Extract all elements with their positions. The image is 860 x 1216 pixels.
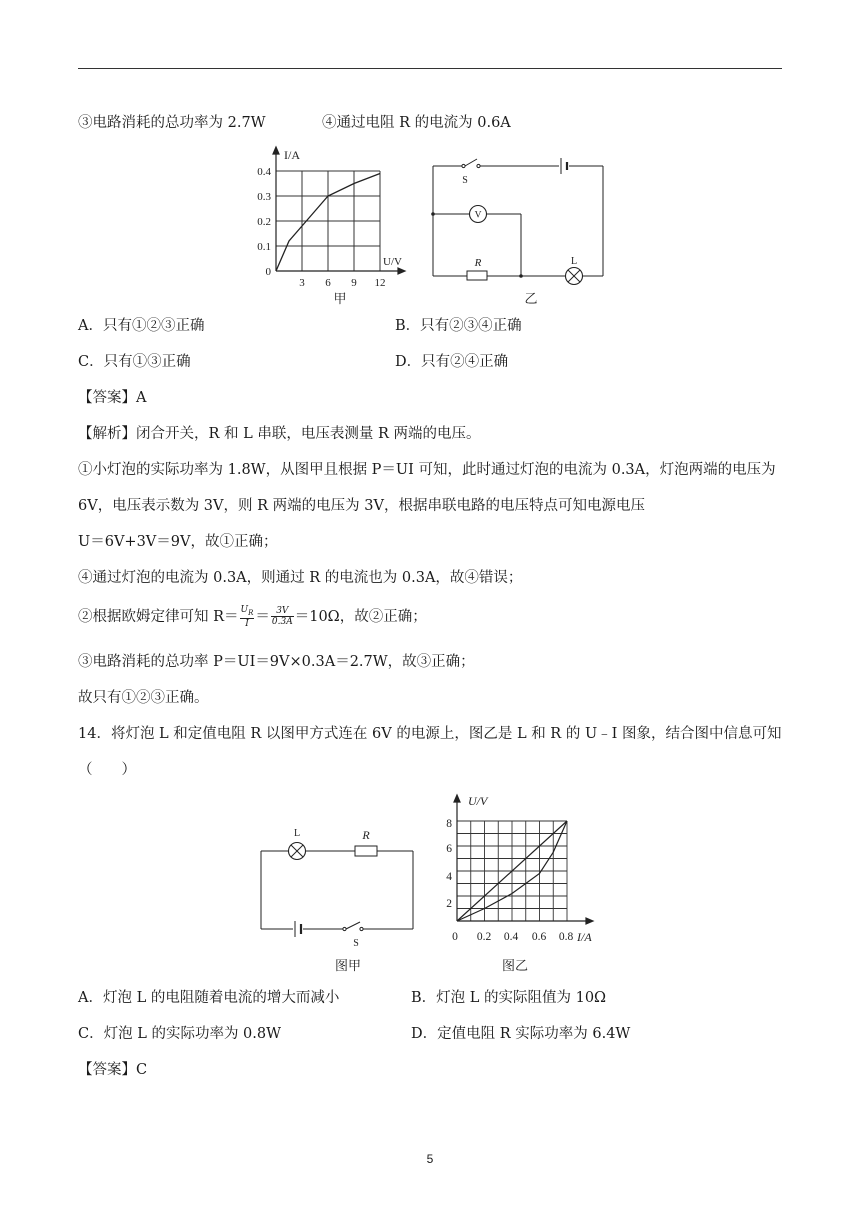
y-tick-label: 8 [446,818,452,830]
q13-option-b: B．只有②③④正确 [395,318,522,334]
lamp-label: L [570,256,578,267]
voltmeter [470,206,487,223]
q13-option-c: C．只有①③正确 [78,354,191,370]
formula-prefix: ②根据欧姆定律可知 R＝ [78,608,239,625]
y-tick-label: 0.4 [257,166,271,178]
junction-dot [519,274,523,278]
x-tick-label: 12 [374,277,386,289]
y-tick-label: 0.3 [257,191,271,203]
q14-option-d: D．定值电阻 R 实际功率为 6.4W [411,1026,631,1042]
q13-explanation-line: 故只有①②③正确。 [78,690,209,706]
battery [295,921,301,937]
fraction-ur-over-i [240,605,255,629]
resistor-r [467,257,487,280]
y-axis-label: U/V [468,794,488,808]
x-tick-label: 0.2 [476,931,492,943]
q14-answer: 【答案】C [78,1062,148,1078]
lamp-l [566,256,583,285]
y-tick-label: 0.1 [257,241,271,253]
q13-option-d: D．只有②④正确 [395,354,509,370]
origin-label: 0 [265,266,271,278]
equals-sign: ＝ [255,608,270,625]
graph-grid [276,171,380,271]
resistor-label: R [362,828,370,842]
q13-explanation-line: ④通过灯泡的电流为 0.3A，则通过 R 的电流也为 0.3A，故④错误； [78,570,523,586]
q14-option-c: C．灯泡 L 的实际功率为 0.8W [78,1026,282,1042]
q13-explanation-line: U＝6V+3V＝9V，故①正确； [78,534,278,550]
lamp-label: L [293,828,301,839]
y-axis-label: I/A [284,148,300,162]
ui-graph-tu-yi [440,790,610,980]
q13-explanation-line: 【解析】闭合开关，R 和 L 串联，电压表测量 R 两端的电压。 [78,426,481,442]
q13-explanation-formula [78,605,427,629]
circuit-yi [425,145,610,310]
y-tick-label: 6 [446,843,452,855]
resistor-label: R [474,257,482,269]
fraction-numerator: $U_R$ [240,605,254,617]
y-tick-label: 4 [446,871,452,883]
q14-stem: 14．将灯泡 L 和定值电阻 R 以图甲方式连在 6V 的电源上，图乙是 L 和 R 的 U﹣I 图象，结合图中信息可知 [78,726,782,742]
figure-caption: 甲 [333,291,347,306]
y-tick-label: 0.2 [257,216,271,228]
voltmeter-label: V [474,210,482,221]
x-tick-label: 0.4 [503,931,519,943]
resistor-r [355,828,377,856]
y-tick-label: 2 [446,898,452,910]
switch-label: S [353,938,359,949]
circuit-tu-jia [250,820,425,980]
q13-explanation-line: ①小灯泡的实际功率为 1.8W，从图甲且根据 P＝UI 可知，此时通过灯泡的电流为 0.3A，灯泡两端的电压为 [78,462,776,478]
origin-label: 0 [452,931,458,943]
q14-option-b: B．灯泡 L 的实际阻值为 10Ω [411,990,607,1006]
q13-explanation-line: 6V，电压表示数为 3V，则 R 两端的电压为 3V，根据串联电路的电压特点可知电源电压 [78,498,645,514]
formula-suffix: ＝10Ω，故②正确； [294,608,427,625]
x-tick-label: 3 [299,277,305,289]
battery [561,158,567,174]
x-tick-label: 0.6 [531,931,547,943]
x-axis-label: U/V [383,256,402,268]
fraction-denominator: 0.3A [271,617,293,628]
x-tick-label: 6 [325,277,331,289]
junction-dot [431,212,435,216]
header-rule [78,68,782,69]
iu-graph-jia [250,140,420,312]
figure-caption: 乙 [524,291,538,306]
lamp-l [289,828,306,860]
q14-option-a: A．灯泡 L 的电阻随着电流的增大而减小 [78,990,340,1006]
q13-option-a: A．只有①②③正确 [78,318,205,334]
graph-axes [273,147,405,274]
q14-stem-blank: （ ） [78,762,136,778]
x-tick-label: 0.8 [558,931,574,943]
switch-s [343,927,363,949]
x-axis-label: I/A [577,930,592,944]
q13-explanation-line: ③电路消耗的总功率 P＝UI＝9V×0.3A＝2.7W，故③正确； [78,654,475,670]
q13-answer: 【答案】A [78,390,147,406]
fraction-denominator: I [245,618,249,629]
switch-s [462,164,480,186]
figure-caption: 图甲 [334,958,362,973]
option-4-text: ④通过电阻 R 的电流为 0.6A [322,115,511,131]
fraction-3v-over-0.3a [271,606,294,627]
switch-label: S [462,175,468,186]
figure-caption: 图乙 [501,958,529,973]
option-3-text: ③电路消耗的总功率为 2.7W [78,115,266,131]
fraction-numerator: 3V [271,606,294,617]
x-tick-label: 9 [351,277,357,289]
page-number: 5 [426,1152,434,1166]
